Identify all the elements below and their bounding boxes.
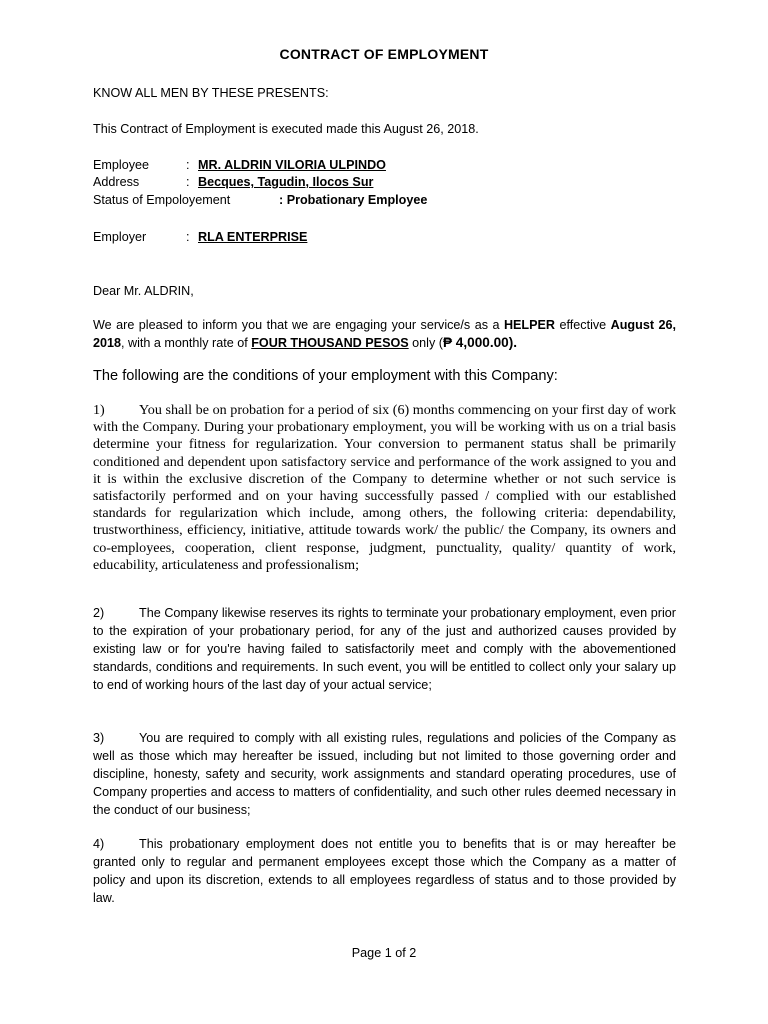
engagement-paragraph: We are pleased to inform you that we are engaging your service/s as a HELPER effective August 26, 2018, with a monthly rate of FOUR THOUSAND PESOS only (₱ 4,000.00). (93, 318, 676, 350)
condition-2 (93, 604, 676, 694)
employee-value: MR. ALDRIN VILORIA ULPINDO (198, 158, 386, 172)
employer-label: Employer (93, 230, 147, 244)
employee-row (93, 156, 593, 174)
condition-text: You shall be on probation for a period of six (6) months commencing on your first day of work with the Company. During your probationary employment, you will be working with us on a trial basis determine your fitness for regularization. Your conversion to permanent status shall be primarily conditioned and dependent upon satisfactory service and performance of the work assigned to you and it is within the exclusive discretion of the Company to determine whether or not such service is satisfactorily performed and on your having successfully passed / complied with our established standards for regularization which include, among others, the following criteria: dependability, trustworthiness, efficiency, initiative, attitude towards work/ the public/ the Company, its owners and co-employees, cooperation, client response, judgment, punctuality, quality/ quantity of work, educability, articulateness and professionalism; (93, 402, 676, 573)
status-row (93, 191, 593, 209)
employer-row (93, 228, 593, 246)
condition-text: This probationary employment does not entitle you to benefits that is or may hereafter be granted only to regular and permanent employees except those which the Company as a matter of policy and upon its discretion, extends to all employees regardless of status and to those provided by law. (93, 837, 676, 905)
condition-number: 2) (93, 606, 105, 620)
condition-text: The Company likewise reserves its rights to terminate your probationary employment, even prior to the expiration of your probationary period, for any of the just and authorized causes provided by existing law or for you're having failed to satisfactorily meet and comply with the abovementioned standards, conditions and requirements. In such event, you will be entitled to collect only your salary up to end of working hours of the last day of your actual service; (93, 606, 676, 692)
address-value: Becques, Tagudin, Ilocos Sur (198, 175, 374, 189)
executed-line: This Contract of Employment is executed made this August 26, 2018. (93, 122, 479, 136)
status-value: : Probationary Employee (279, 193, 428, 207)
document-title: CONTRACT OF EMPLOYMENT (279, 46, 489, 62)
employee-label: Employee (93, 158, 150, 172)
condition-number: 3) (93, 731, 105, 745)
rate-amount: ₱ 4,000.00). (442, 335, 518, 350)
status-label: Status of Empoloyement (93, 193, 231, 207)
salutation: Dear Mr. ALDRIN, (93, 284, 194, 298)
condition-number: 4) (93, 837, 105, 851)
address-label: Address (93, 175, 140, 189)
condition-4 (93, 835, 676, 907)
page-number: Page 1 of 2 (351, 946, 417, 960)
effective-date: August 26, 2018 (93, 318, 676, 350)
condition-1 (93, 402, 676, 574)
condition-text: You are required to comply with all existing rules, regulations and policies of the Company as well as those which may hereafter be issued, including but not limited to those governing order and discipline, honesty, safety and security, work assignments and standard operating procedures, use of Company properties and access to matters of confidentiality, and such other rules deemed necessary in the conduct of our business; (93, 731, 676, 817)
rate-words: FOUR THOUSAND PESOS (251, 336, 409, 350)
know-all-line: KNOW ALL MEN BY THESE PRESENTS: (93, 86, 329, 100)
conditions-intro: The following are the conditions of your employment with this Company: (93, 368, 558, 384)
position-title: HELPER (503, 318, 556, 332)
address-row (93, 173, 593, 191)
condition-number: 1) (93, 402, 105, 418)
condition-3 (93, 729, 676, 819)
employer-colon: : (186, 230, 190, 244)
employer-value: RLA ENTERPRISE (198, 230, 308, 244)
address-colon: : (186, 175, 190, 189)
employee-colon: : (186, 158, 190, 172)
